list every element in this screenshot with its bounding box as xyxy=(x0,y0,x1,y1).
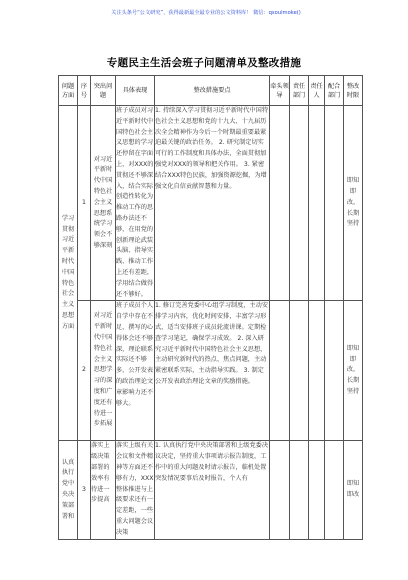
problem-area-cell: 学习贯彻习近平新时代中国特色社会主义思想方面 xyxy=(59,106,78,441)
header-deadline: 整改时限 xyxy=(344,76,363,106)
specifics-cell: 班子成员个人自学中存在不足，撰写的心得体会还不够深，理论联系实际还不够多，公开发表的政治理论文章影响力还不够大。 xyxy=(116,301,155,441)
header-banner: 关注头条号“公文研究”，获得最新最全最专业的公文资料库！ 微信：qsoulmoke() xyxy=(111,10,301,16)
resp-person-cell xyxy=(309,106,325,301)
table-row xyxy=(59,106,363,301)
header-lead: 牵头领导 xyxy=(270,76,290,106)
seq-cell: 2 xyxy=(78,301,91,441)
measures-cell: 1. 修订完善党委中心组学习制度，主动安排学习内容，优化时间安排，丰富学习形式，适当安排班子成员轮流讲课。定期检查学习笔记，确保学习成效。 2. 深入研究习近平新时代中国特色社会主义思想，主动研究新时代的热点、焦点问题，主动紧密联系实际，主动指导实践。 3. 制定公开发表政治理论文章的奖励措施。 xyxy=(155,301,270,441)
problem-area-cell: 认真执行党中央决策部署和 xyxy=(59,441,78,539)
coop-dept-cell xyxy=(325,441,344,539)
table-header-row xyxy=(59,76,363,106)
problem-table xyxy=(58,75,363,540)
header-resp-dept: 责任部门 xyxy=(290,76,309,106)
measures-cell: 1. 持续深入学习贯彻习近平新时代中国特色社会主义思想和党的十九大、十九届历次全会精神作为今后一个时期最重要最紧迫最关键的政治任务。 2. 研究制定切实可行的工作制度和具体办法，全面贯彻加强党对XXX的领导和把关作用。 3. 紧密结合XXX特色民族，加强资源挖掘，为增强文化自信贡献智慧和力量。 xyxy=(155,106,270,301)
header-problem-area: 问题方面 xyxy=(59,76,78,106)
page-title: 专题民主生活会班子问题清单及整改措施 xyxy=(106,57,302,69)
main-problem-cell: 对习近平新时代中国特色社会主义思想系统学习领会不够深刻 xyxy=(91,106,116,301)
header-seq: 序号 xyxy=(78,76,91,106)
deadline-cell: 即知即改，长期坚持 xyxy=(344,106,363,301)
header-resp-person: 责任人 xyxy=(309,76,325,106)
resp-person-cell xyxy=(309,301,325,441)
specifics-cell: 班子成员对习近平新时代中国特色社会主义思想的学习还停留在字面上，对XXX的贯彻还不够深入，结合实际创造性转化为推动工作的思路办法还不够，在用党的创新理论武装头脑、指导实践、推动工作上还有差距，学用结合做得还不够好。 xyxy=(116,106,155,301)
deadline-cell: 即知即改 xyxy=(344,441,363,539)
table-row xyxy=(59,441,363,539)
header-main-problem: 突出问题 xyxy=(91,76,116,106)
lead-cell xyxy=(270,106,290,301)
coop-dept-cell xyxy=(325,301,344,441)
main-problem-cell: 落实上级决策部署的效率有待进一步提高 xyxy=(91,441,116,539)
main-problem-cell: 对习近平新时代中国特色社会主义思想学习的深度和广度还有待进一步拓展 xyxy=(91,301,116,441)
seq-cell: 3 xyxy=(78,441,91,539)
deadline-cell: 即知即改，长期坚持 xyxy=(344,301,363,441)
resp-person-cell xyxy=(309,441,325,539)
resp-dept-cell xyxy=(290,301,309,441)
table-row xyxy=(59,301,363,441)
lead-cell xyxy=(270,441,290,539)
measures-cell: 1. 认真执行党中央决策部署和上级党委决议决定，坚持重大事项请示报告制度，工作中的重大问题及时请示报告，临机处置突发情况要事后及时报告，个人有 xyxy=(155,441,270,539)
seq-cell: 1 xyxy=(78,106,91,301)
header-specifics: 具体表现 xyxy=(116,76,155,106)
resp-dept-cell xyxy=(290,441,309,539)
specifics-cell: 落实上级有关会议和文件精神等方面还不够有力，XXX整体推进与上级要求还有一定差距，一些重大问题会议决策 xyxy=(116,441,155,539)
header-measures: 整改措施要点 xyxy=(155,76,270,106)
lead-cell xyxy=(270,301,290,441)
resp-dept-cell xyxy=(290,106,309,301)
coop-dept-cell xyxy=(325,106,344,301)
header-coop-dept: 配合部门 xyxy=(325,76,344,106)
